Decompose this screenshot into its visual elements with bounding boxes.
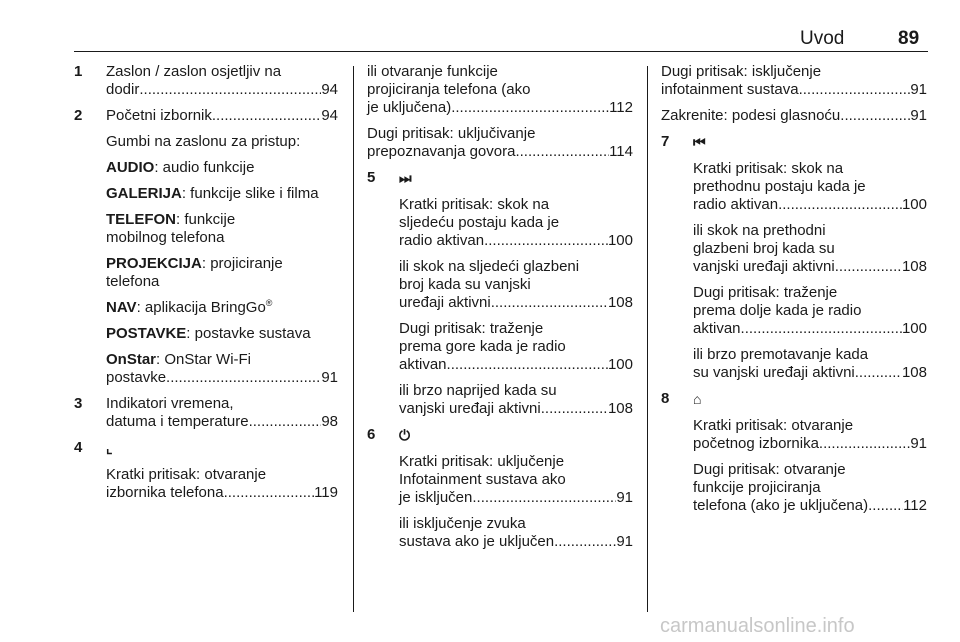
text-line: funkcije projiciranja (693, 479, 821, 496)
index-line (399, 400, 633, 418)
column-divider (647, 66, 648, 612)
page-ref[interactable]: 100 (901, 196, 927, 213)
index-line (106, 81, 338, 99)
dot-leader (212, 107, 321, 125)
entry-number: 7 (661, 133, 670, 150)
text: dodir (106, 81, 140, 98)
text-line: sljedeću postaju kada je (399, 214, 560, 231)
text: datuma i temperature (106, 413, 249, 430)
dot-leader (835, 258, 902, 276)
text: vanjski uređaji aktivni (399, 400, 541, 417)
entry-1 (74, 63, 338, 99)
index-line (399, 232, 633, 250)
page-ref[interactable]: 112 (903, 497, 927, 514)
index-line (661, 81, 927, 99)
text-line: prema dolje kada je radio (693, 302, 862, 319)
desc: : funkcije (176, 211, 236, 228)
text: telefona (ako je uključena) (693, 497, 869, 514)
entry-5 (367, 169, 633, 418)
column-2 (367, 63, 633, 559)
index-line (693, 364, 927, 382)
key: OnStar (106, 351, 157, 368)
watermark: carmanualsonline.info (660, 615, 855, 637)
page-ref[interactable]: 119 (314, 484, 338, 501)
index-line (367, 99, 633, 117)
text-line: ili isključenje zvuka (399, 515, 526, 532)
page-ref[interactable]: 108 (901, 364, 927, 381)
index-line (399, 356, 633, 374)
text: početnog izbornika (693, 435, 819, 452)
entry-7 (661, 133, 927, 382)
index-line (693, 320, 927, 338)
index-line (106, 107, 338, 125)
text: su vanjski uređaji aktivni (693, 364, 855, 381)
page-ref[interactable]: 108 (607, 294, 633, 311)
entry-2 (74, 107, 338, 387)
column-1 (74, 63, 338, 502)
section-title: Uvod (800, 28, 845, 49)
entry-number: 3 (74, 395, 83, 412)
page-ref[interactable]: 91 (616, 533, 633, 550)
text-line: Kratki pritisak: skok na (399, 196, 550, 213)
dot-leader (515, 143, 609, 161)
registered-mark: ® (265, 298, 273, 308)
entry-3 (74, 395, 338, 431)
page-ref[interactable]: 112 (609, 99, 633, 116)
page-ref[interactable]: 91 (321, 369, 338, 386)
index-line (399, 533, 633, 551)
dot-leader (166, 369, 321, 387)
text: radio aktivan (399, 232, 485, 249)
desc: : funkcije slike i filma (181, 185, 319, 202)
text-line: Infotainment sustava ako (399, 471, 566, 488)
button-projekcija (106, 255, 338, 291)
entry-number: 2 (74, 107, 83, 124)
text-line: prema gore kada je radio (399, 338, 566, 355)
dot-leader (541, 400, 608, 418)
dot-leader (249, 413, 322, 431)
page-ref[interactable]: 94 (321, 81, 338, 98)
next-track-icon: ⏭ (399, 170, 412, 186)
entry-number: 5 (367, 169, 376, 186)
dot-leader (554, 533, 616, 551)
text-line: ili brzo naprijed kada su (399, 382, 557, 399)
index-line (106, 413, 338, 431)
entry-4 (74, 439, 338, 502)
entry-8 (661, 390, 927, 515)
text: je isključen (399, 489, 473, 506)
previous-track-icon: ⏮ (693, 134, 706, 150)
desc: : postavke sustava (186, 325, 311, 342)
dot-leader (868, 497, 903, 515)
button-onstar (106, 351, 338, 387)
intro-text: Gumbi na zaslonu za pristup: (106, 133, 301, 150)
dot-leader (484, 232, 608, 250)
text-line: ili skok na sljedeći glazbeni (399, 258, 580, 275)
page-ref[interactable]: 94 (321, 107, 338, 124)
text-line: Dugi pritisak: otvaranje (693, 461, 846, 478)
index-line (693, 435, 927, 453)
entry-number: 4 (74, 439, 83, 456)
text: Zakrenite: podesi glasnoću (661, 107, 841, 124)
index-line (106, 484, 338, 502)
index-line (693, 258, 927, 276)
index-line (693, 497, 927, 515)
text-line: prethodnu postaju kada je (693, 178, 866, 195)
text-line: ili skok na prethodni (693, 222, 826, 239)
column-divider (353, 66, 354, 612)
index-line (693, 196, 927, 214)
index-line (661, 107, 927, 125)
phone-icon: ⌞ (106, 440, 113, 456)
entry-number: 8 (661, 390, 670, 407)
page-ref[interactable]: 98 (321, 413, 338, 430)
text-line: glazbeni broj kada su (693, 240, 835, 257)
entry-continued (367, 125, 633, 161)
text-line: Kratki pritisak: otvaranje (106, 466, 267, 483)
text-line: Indikatori vremena, (106, 395, 234, 412)
key: POSTAVKE (106, 325, 187, 342)
index-line (367, 143, 633, 161)
desc: : audio funkcije (154, 159, 255, 176)
page-ref[interactable]: 91 (910, 107, 927, 124)
page-ref[interactable]: 91 (910, 81, 927, 98)
text: vanjski uređaji aktivni (693, 258, 835, 275)
dot-leader (491, 294, 608, 312)
page-ref[interactable]: 108 (901, 258, 927, 275)
page-ref[interactable]: 100 (607, 232, 633, 249)
page-ref[interactable]: 100 (607, 356, 633, 373)
dot-leader (451, 99, 609, 117)
page-ref[interactable]: 108 (607, 400, 633, 417)
text: postavke (106, 369, 167, 386)
page-number: 89 (898, 28, 920, 49)
text-line: Zaslon / zaslon osjetljiv na (106, 63, 282, 80)
entry-continued (367, 63, 633, 117)
text: radio aktivan (693, 196, 779, 213)
text: Početni izbornik (106, 107, 212, 124)
column-3 (661, 63, 927, 523)
text-line: ili otvaranje funkcije (367, 63, 498, 80)
button-postavke (106, 325, 338, 343)
button-audio (106, 159, 338, 177)
entry-6 (367, 426, 633, 551)
text-line: ili brzo premotavanje kada (693, 346, 869, 363)
dot-leader (224, 484, 315, 502)
home-icon: ⌂ (693, 391, 702, 407)
dot-leader (799, 81, 911, 99)
page-ref[interactable]: 114 (609, 143, 633, 160)
text-line: Dugi pritisak: traženje (693, 284, 838, 301)
dot-leader (855, 364, 902, 382)
desc: : projiciranje (201, 255, 283, 272)
text-line: broj kada su vanjski (399, 276, 531, 293)
text-line: Dugi pritisak: isključenje (661, 63, 822, 80)
button-galerija (106, 185, 338, 203)
entry-number: 1 (74, 63, 83, 80)
entry-continued (661, 107, 927, 125)
dot-leader (840, 107, 910, 125)
text-line: Kratki pritisak: otvaranje (693, 417, 854, 434)
text: izbornika telefona (106, 484, 224, 501)
entry-continued (661, 63, 927, 99)
text: aktivan (693, 320, 741, 337)
dot-leader (741, 320, 902, 338)
index-line (106, 369, 338, 387)
text-line: Dugi pritisak: traženje (399, 320, 544, 337)
index-line (399, 489, 633, 507)
text-line: Kratki pritisak: uključenje (399, 453, 565, 470)
button-telefon (106, 211, 338, 247)
desc: : aplikacija BringGo (136, 299, 266, 316)
dot-leader (472, 489, 616, 507)
power-icon: ⏻ (399, 427, 411, 443)
desc: : OnStar Wi-Fi (156, 351, 252, 368)
index-line (399, 294, 633, 312)
text-line: projiciranja telefona (ako (367, 81, 531, 98)
text: uređaji aktivni (399, 294, 491, 311)
entry-number: 6 (367, 426, 376, 443)
text: je uključena) (367, 99, 452, 116)
key: NAV (106, 299, 137, 316)
page-ref[interactable]: 91 (616, 489, 633, 506)
key: GALERIJA (106, 185, 182, 202)
text: infotainment sustava (661, 81, 799, 98)
text: sustava ako je uključen (399, 533, 555, 550)
text: prepoznavanja govora (367, 143, 516, 160)
key: AUDIO (106, 159, 155, 176)
dot-leader (778, 196, 902, 214)
page-ref[interactable]: 91 (910, 435, 927, 452)
key: TELEFON (106, 211, 176, 228)
page-ref[interactable]: 100 (901, 320, 927, 337)
header-rule (74, 51, 928, 52)
desc-line: mobilnog telefona (106, 229, 225, 246)
text-line: Dugi pritisak: uključivanje (367, 125, 536, 142)
dot-leader (139, 81, 321, 99)
text-line: Kratki pritisak: skok na (693, 160, 844, 177)
key: PROJEKCIJA (106, 255, 202, 272)
text: aktivan (399, 356, 447, 373)
dot-leader (447, 356, 608, 374)
dot-leader (819, 435, 910, 453)
button-nav (106, 299, 338, 317)
desc-line: telefona (106, 273, 160, 290)
